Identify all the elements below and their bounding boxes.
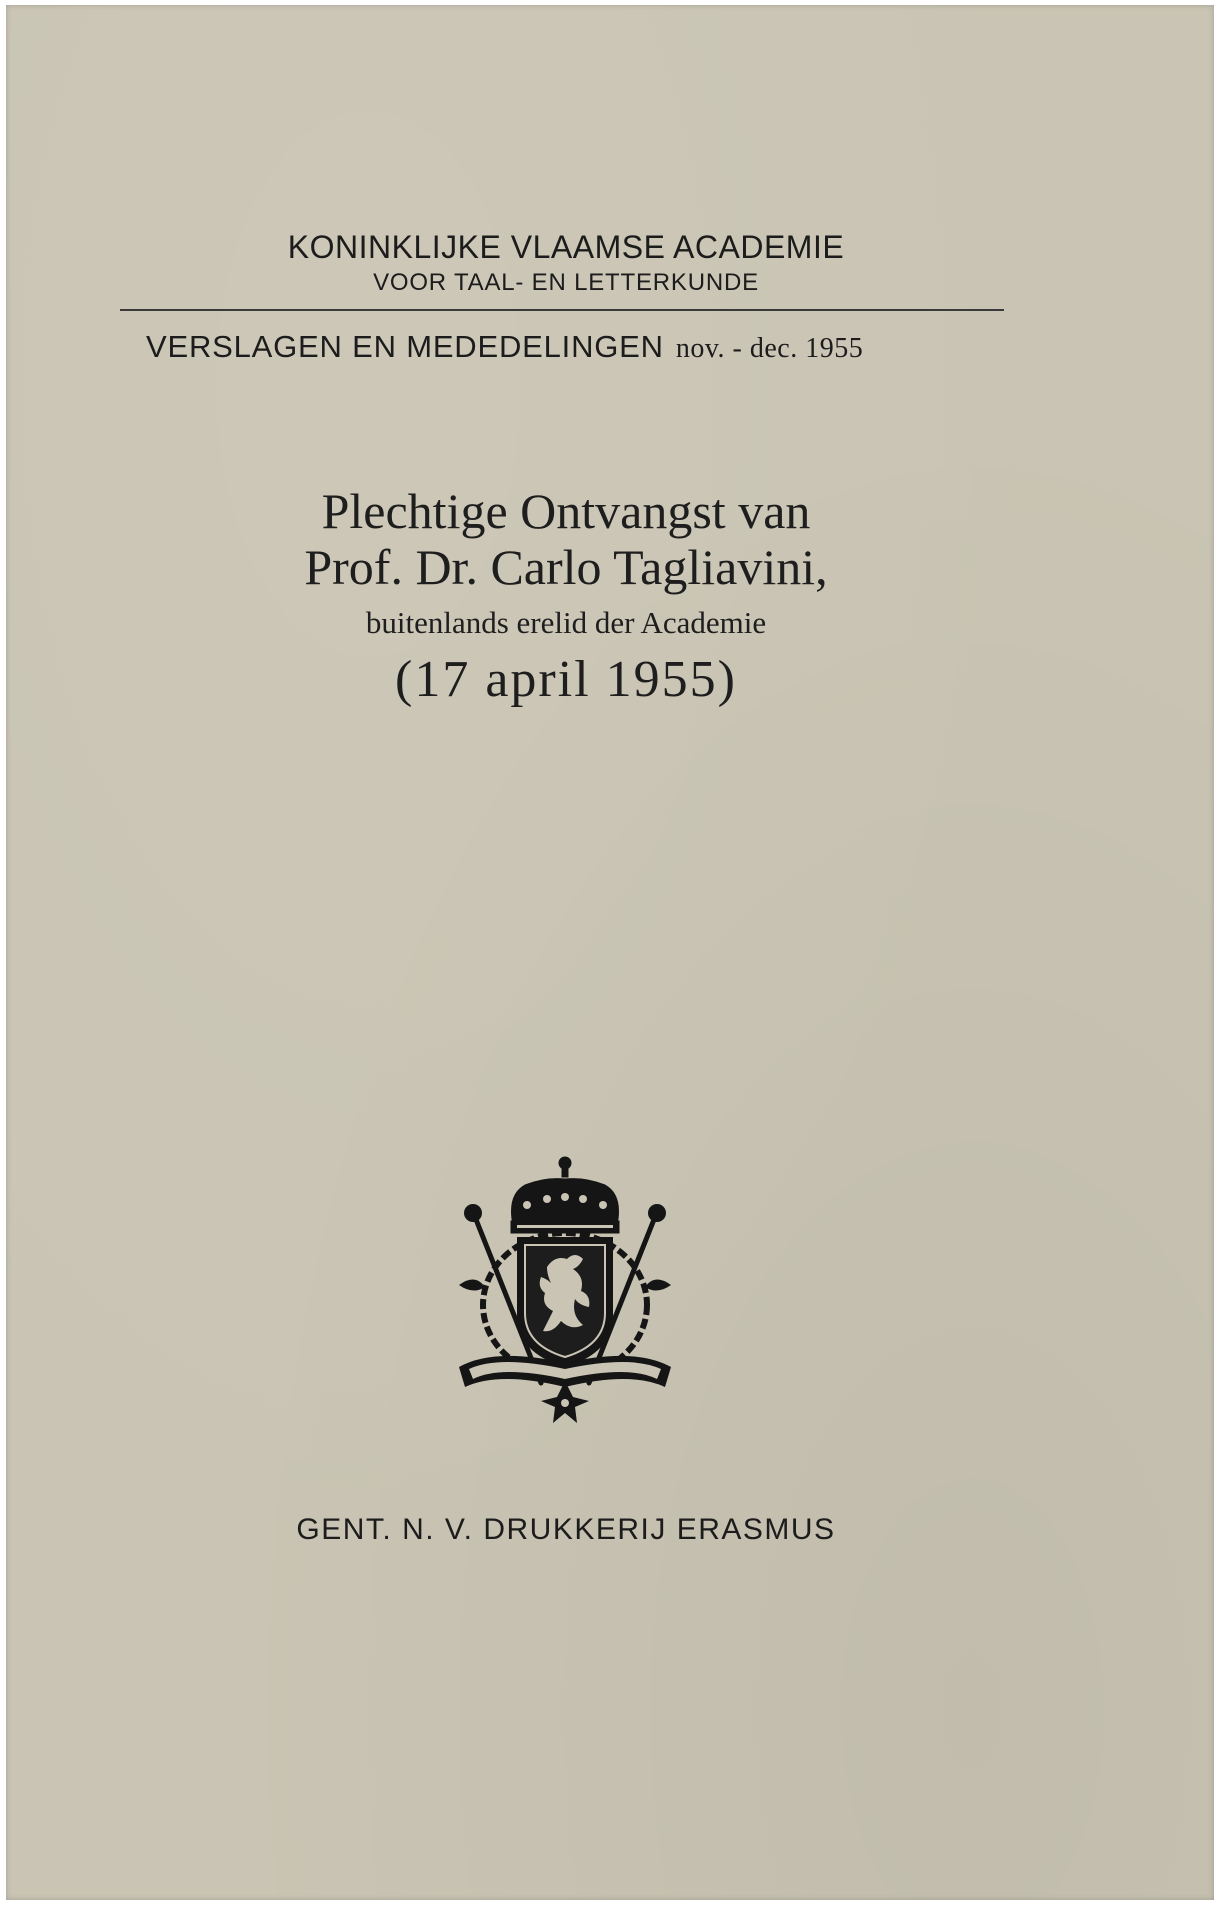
title-subtitle: buitenlands erelid der Academie [365, 605, 767, 640]
series-date: nov. - dec. 1955 [675, 333, 864, 364]
academy-header [6, 227, 1126, 299]
academy-subtitle: VOOR TAAL- EN LETTERKUNDE [373, 269, 759, 296]
title-block [6, 483, 1126, 713]
title-date: (17 april 1955) [395, 651, 737, 708]
series-line [146, 329, 1006, 365]
academy-name: KONINKLIJKE VLAAMSE ACADEMIE [287, 229, 845, 265]
book-cover [6, 5, 1214, 1900]
header-divider [120, 309, 1004, 311]
belgian-coat-of-arms-icon [455, 1155, 675, 1423]
title-line-1: Plechtige Ontvangst van [321, 483, 811, 539]
printer-imprint: GENT. N. V. DRUKKERIJ ERASMUS [296, 1513, 836, 1546]
title-line-2: Prof. Dr. Carlo Tagliavini, [304, 539, 828, 595]
series-title: VERSLAGEN EN MEDEDELINGEN [146, 329, 664, 364]
